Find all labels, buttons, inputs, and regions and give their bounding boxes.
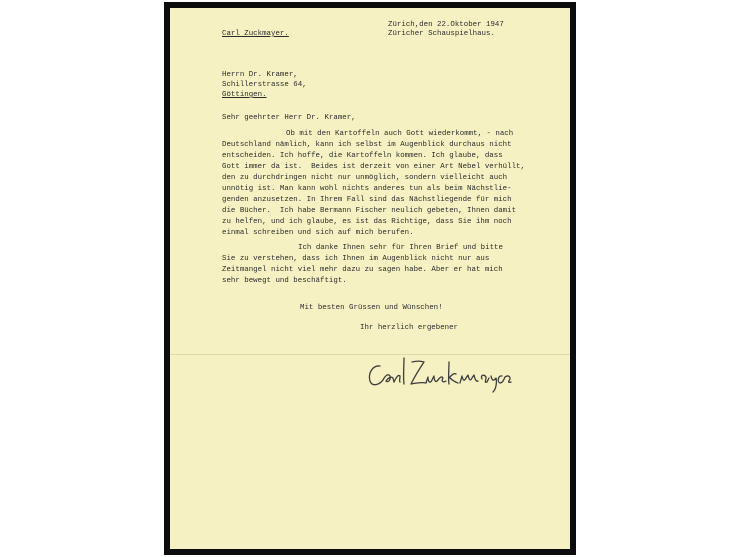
signature-strokes [369,358,511,392]
body-line: zu helfen, und ich glaube, es ist das Richtige, dass Sie ihm noch [222,218,512,226]
body-line: entscheiden. Ich hoffe, die Kartoffeln kommen. Ich glaube, dass [222,152,503,160]
body-line: einmal schreiben und sich auf mich berufen. [222,229,414,237]
closing: Mit besten Grüssen und Wünschen! [300,304,443,312]
valediction: Ihr herzlich ergebener [360,324,459,332]
recipient-line: Schillerstrasse 64, [222,81,307,89]
body-line: Zeitmangel nicht viel mehr dazu zu sagen habe. Aber er hat mich [222,266,503,274]
body-line: die Bücher. Ich habe Bermann Fischer neulich gebeten, Ihnen damit [222,207,517,215]
place-date: Zürich,den 22.Oktober 1947 [388,21,504,29]
recipient-line: Herrn Dr. Kramer, [222,71,298,79]
sender-name: Carl Zuckmayer. [222,30,289,38]
handwritten-signature [366,352,536,394]
body-line: Ich danke Ihnen sehr für Ihren Brief und bitte [298,244,503,252]
recipient-line: Göttingen. [222,91,267,99]
body-line: genden anzusetzen. In Ihrem Fall sind das Nächstliegende für mich [222,196,512,204]
body-line: unnötig ist. Man kann wohl nichts anderes tun als beim Nächstlie- [222,185,512,193]
body-line: den zu durchdringen nicht nur unmöglich, sondern vielleicht auch [222,174,508,182]
body-line: sehr bewegt und beschäftigt. [222,277,347,285]
body-line: Gott immer da ist. Beides ist derzeit von einer Art Nebel verhüllt, [222,163,525,171]
body-line: Sie zu verstehen, dass ich Ihnen im Augenblick nicht nur aus [222,255,490,263]
salutation: Sehr geehrter Herr Dr. Kramer, [222,114,356,122]
body-line: Deutschland nämlich, kann ich selbst im Augenblick durchaus nicht [222,141,512,149]
letter-page [170,8,570,549]
body-line: Ob mit den Kartoffeln auch Gott wiederkommt, - nach [286,130,514,138]
institution: Züricher Schauspielhaus. [388,30,495,38]
